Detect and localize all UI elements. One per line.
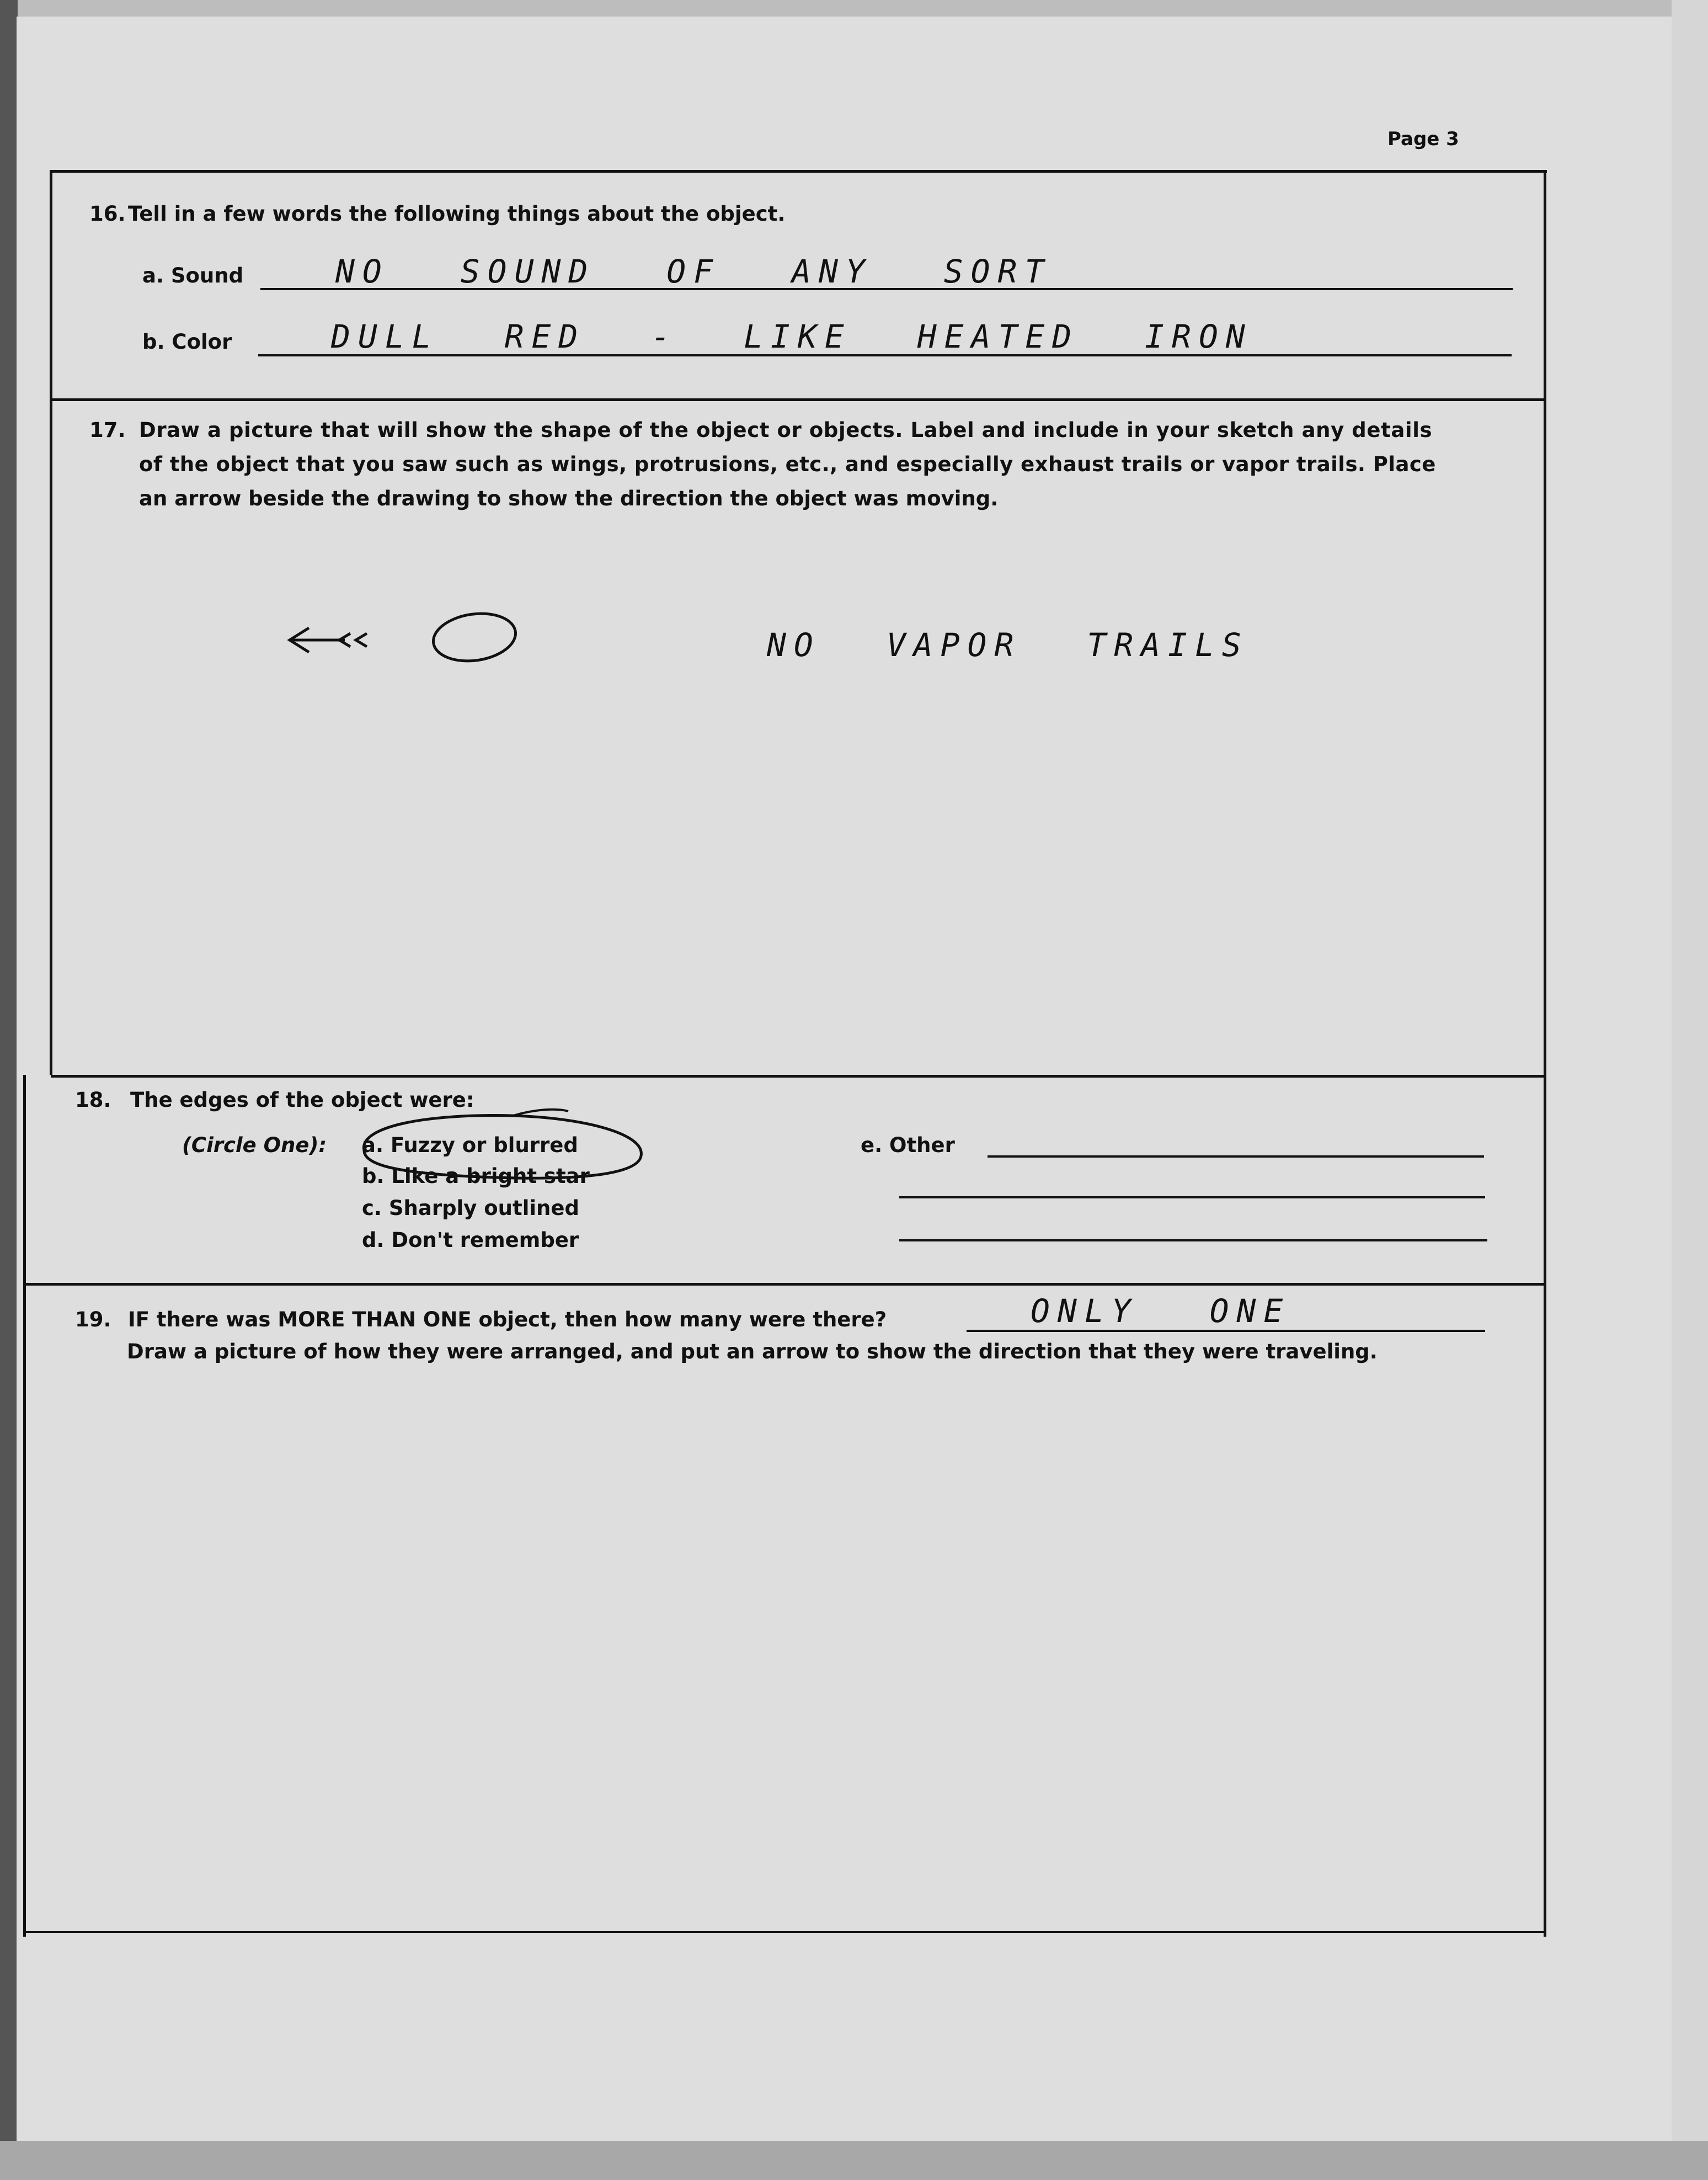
q17-prompt-line3: an arrow beside the drawing to show the direction the object was moving.: [139, 487, 999, 510]
q18-other-line-1: [988, 1155, 1484, 1158]
q16-color-label: b. Color: [142, 330, 232, 354]
sketch-direction-arrow: [284, 623, 383, 657]
page-label: Page 3: [1387, 128, 1459, 150]
sketch-object-oval: [428, 607, 521, 668]
q16-number: 16.: [89, 202, 126, 226]
q18-selection-circle: [348, 1104, 656, 1192]
q16-sound-label: a. Sound: [142, 264, 244, 287]
q18-option-d: d. Don't remember: [362, 1228, 579, 1252]
q16-prompt: Tell in a few words the following things about the object.: [128, 202, 786, 226]
frame-left-lower: [23, 1075, 26, 1937]
q19-prompt-line1: IF there was MORE THAN ONE object, then how many were there?: [128, 1308, 887, 1331]
q19-answer: ONLY ONE: [1031, 1292, 1291, 1330]
scan-border-left: [0, 0, 18, 2180]
frame-right: [1544, 170, 1546, 1937]
q19-prompt-line2: Draw a picture of how they were arranged, and put an arrow to show the direction that they were traveling.: [127, 1340, 1378, 1363]
q19-number: 19.: [75, 1308, 111, 1331]
q18-option-b: b. Like a bright star: [362, 1164, 590, 1188]
q18-other-line-2: [899, 1196, 1485, 1198]
divider-17-18: [51, 1075, 1545, 1078]
q18-prompt: The edges of the object were:: [130, 1088, 474, 1112]
frame-top: [51, 170, 1547, 173]
q17-sketch-note: NO VAPOR TRAILS: [767, 626, 1249, 664]
q18-option-c: c. Sharply outlined: [362, 1196, 579, 1220]
q18-option-a: a. Fuzzy or blurred: [362, 1133, 578, 1157]
q18-other-label: e. Other: [861, 1133, 955, 1157]
q17-prompt-line1: Draw a picture that will show the shape of the object or objects. Label and include in your sketch any details: [139, 418, 1433, 442]
q16-color-answer: DULL RED - LIKE HEATED IRON: [331, 318, 1253, 355]
divider-18-19: [23, 1283, 1545, 1286]
q16-sound-answer: NO SOUND OF ANY SORT: [335, 253, 1052, 290]
divider-16-17: [51, 398, 1545, 401]
scan-border-right: [1672, 0, 1708, 2180]
q17-prompt-line2: of the object that you saw such as wings, protrusions, etc., and especially exhaust trails or vapor trails. Place: [139, 452, 1436, 476]
frame-bottom: [23, 1931, 1545, 1933]
q18-other-line-3: [899, 1239, 1487, 1241]
q18-number: 18.: [75, 1088, 111, 1112]
q18-instruction: (Circle One):: [182, 1133, 327, 1157]
q17-number: 17.: [89, 418, 126, 442]
scan-border-bottom: [0, 2141, 1708, 2180]
frame-left-upper: [50, 170, 52, 1075]
q19-answer-line: [967, 1330, 1485, 1332]
